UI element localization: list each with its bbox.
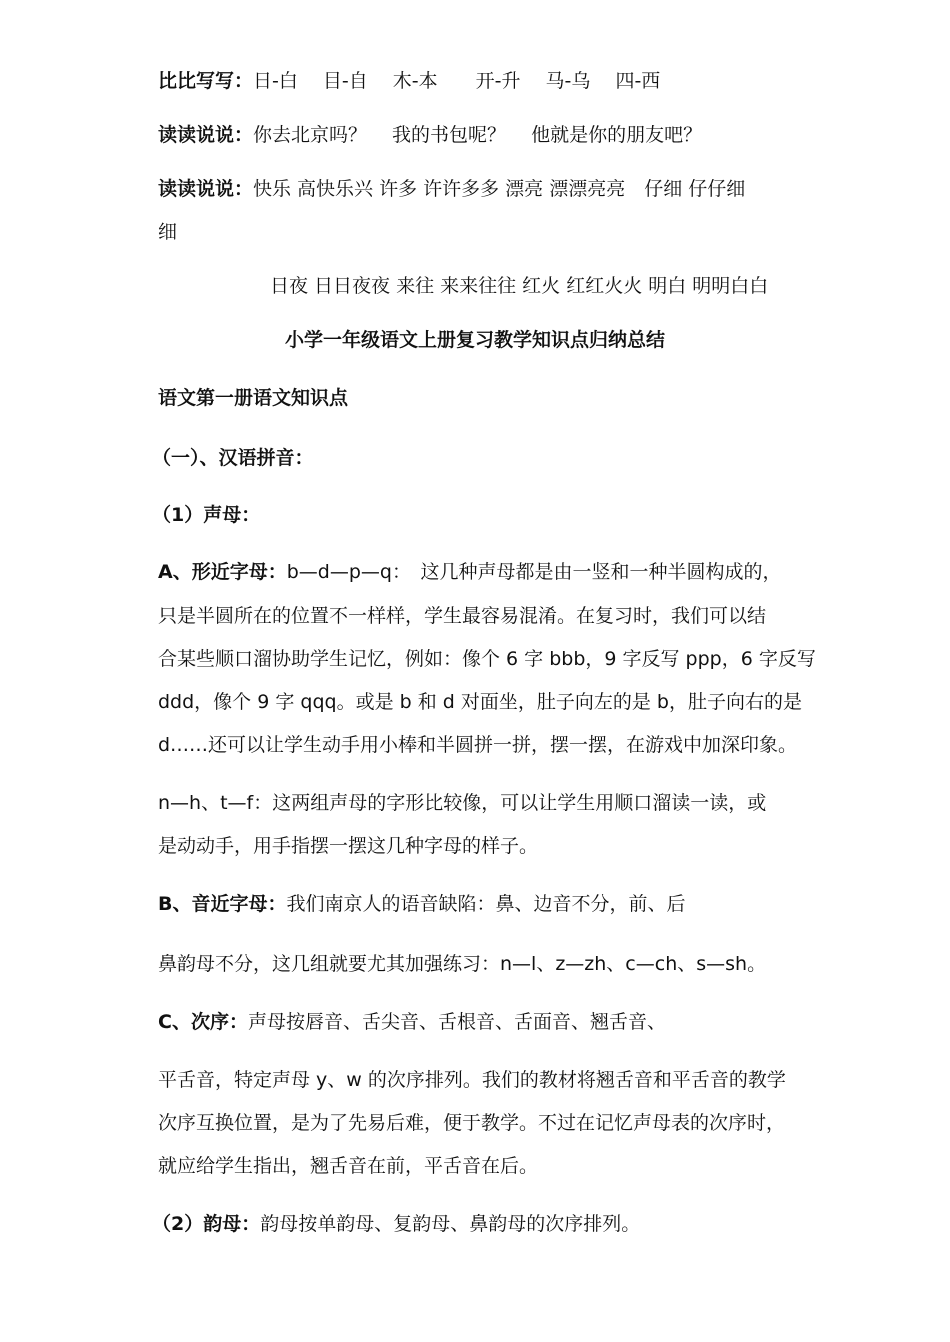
- read-say-text-1: 你去北京吗？ 我的书包呢？ 他就是你的朋友吧？: [253, 124, 703, 146]
- para-b-line-1: [158, 895, 686, 914]
- para-c-line-1: [158, 1013, 666, 1032]
- read-say-wrap: 细: [158, 221, 178, 243]
- para-a-line-2: 只是半圆所在的位置不一样样，学生最容易混淆。在复习时，我们可以结: [158, 605, 767, 627]
- subsection-heading-initials: （1）声母：: [152, 504, 261, 526]
- para-finals-text: 韵母按单韵母、复韵母、鼻韵母的次序排列。: [260, 1213, 641, 1235]
- para-c-line-2: 平舌音，特定声母 y、w 的次序排列。我们的教材将翘舌音和平舌音的教学: [158, 1069, 786, 1091]
- para-finals-line: [152, 1215, 640, 1234]
- para-finals-label: （2）韵母：: [152, 1213, 261, 1235]
- para-b-text-1: 我们南京人的语音缺陷：鼻、边音不分，前、后: [286, 893, 686, 915]
- para-c-line-3: 次序互换位置，是为了先易后难，便于教学。不过在记忆声母表的次序时，: [158, 1112, 786, 1134]
- compare-write-text: 日-白 目-自 木-本 开-升 马-乌 四-西: [253, 70, 661, 92]
- document-subtitle: 语文第一册语文知识点: [158, 387, 349, 409]
- para-a-line-3: 合某些顺口溜协助学生记忆，例如：像个 6 字 bbb，9 字反写 ppp，6 字反写: [158, 648, 816, 670]
- para-b-line-2: 鼻韵母不分，这几组就要尤其加强练习：n—l、z—zh、c—ch、s—sh。: [158, 953, 767, 975]
- document-title: 小学一年级语文上册复习教学知识点归纳总结: [284, 329, 665, 351]
- para-a-label: A、形近字母：: [158, 561, 287, 583]
- read-say-line-1: [158, 126, 702, 145]
- section-heading-pinyin: （一）、汉语拼音：: [152, 447, 314, 469]
- read-say-label-1: 读读说说：: [158, 124, 254, 146]
- para-a-line-4: ddd，像个 9 字 qqq。或是 b 和 d 对面坐，肚子向左的是 b，肚子向右的是: [158, 691, 802, 713]
- compare-write-line: [158, 72, 660, 91]
- para-c-line-4: 就应给学生指出，翘舌音在前，平舌音在后。: [158, 1155, 539, 1177]
- para-b-label: B、音近字母：: [158, 893, 287, 915]
- para-nh-line-1: n—h、t—f：这两组声母的字形比较像，可以让学生用顺口溜读一读，或: [158, 792, 767, 814]
- para-c-label: C、次序：: [158, 1011, 248, 1033]
- read-say-label-2: 读读说说：: [158, 178, 254, 200]
- para-a-line-1: [158, 563, 781, 582]
- para-a-text-1: b—d—p—q： 这几种声母都是由一竖和一种半圆构成的，: [286, 561, 782, 583]
- para-nh-line-2: 是动动手，用手指摆一摆这几种字母的样子。: [158, 835, 539, 857]
- compare-write-label: 比比写写：: [158, 70, 254, 92]
- read-say-text-2: 快乐 高快乐兴 许多 许许多多 漂亮 漂漂亮亮 仔细 仔仔细: [253, 178, 746, 200]
- para-c-text-1: 声母按唇音、舌尖音、舌根音、舌面音、翘舌音、: [247, 1011, 666, 1033]
- para-a-line-5: d……还可以让学生动手用小棒和半圆拼一拼，摆一摆，在游戏中加深印象。: [158, 734, 798, 756]
- read-say-line-3: 日夜 日日夜夜 来往 来来往往 红火 红红火火 明白 明明白白: [270, 275, 769, 297]
- read-say-line-2: [158, 180, 745, 199]
